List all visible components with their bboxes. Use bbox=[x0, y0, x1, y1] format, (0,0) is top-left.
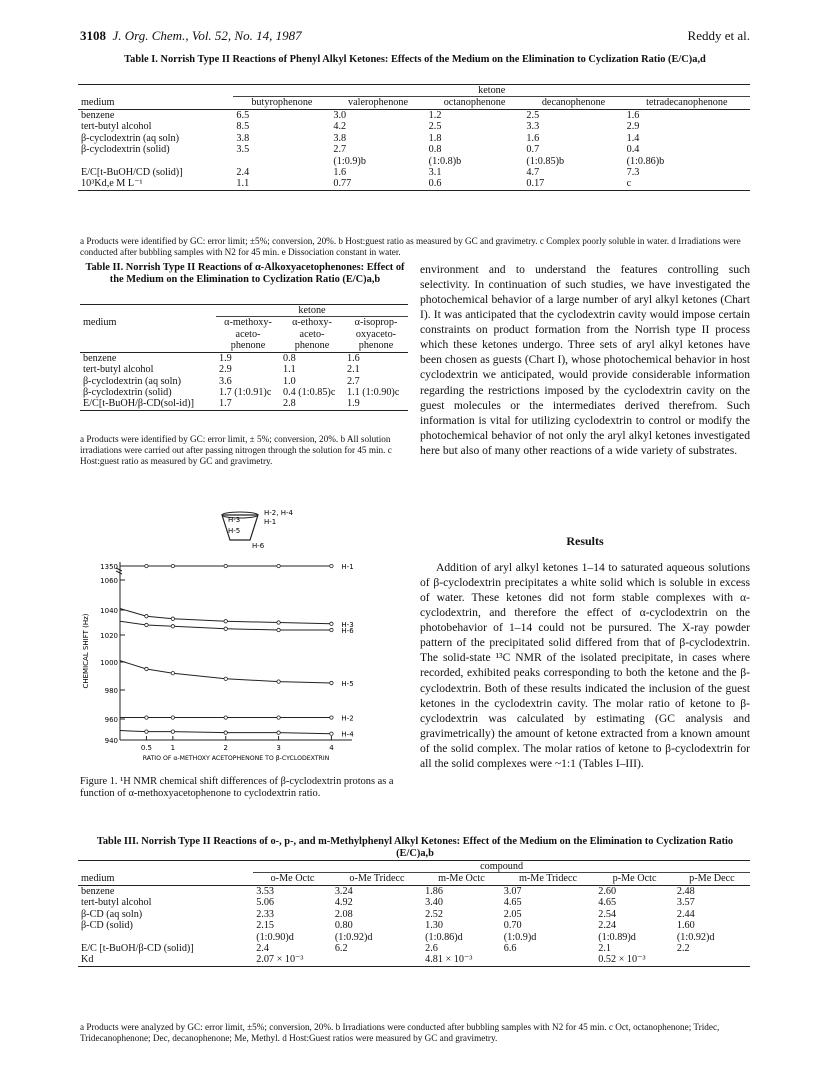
table-cell: 2.7 bbox=[347, 375, 360, 387]
data-point bbox=[145, 667, 148, 670]
table-cell: (1:0.89)d bbox=[598, 931, 636, 943]
table-cell: 3.57 bbox=[676, 897, 695, 909]
table-cell: 2.05 bbox=[503, 908, 522, 920]
table-row bbox=[80, 352, 408, 364]
table1-caption: Table I. Norrish Type II Reactions of Phenyl Alkyl Ketones: Effects of the Medium on the Elimination to Cyclization Ratio (E/C)a,d bbox=[124, 54, 706, 65]
table-cell: 1.6 bbox=[333, 166, 347, 178]
table-cell: (1:0.85)b bbox=[526, 155, 565, 167]
results-heading: Results bbox=[566, 534, 604, 548]
table2-footnote: a Products were identified by GC: error limit, ± 5%; conversion, 20%. b All solution irradiations were carried out after passing nitrogen through the solution for 45 min. c Host:guest ratio as measured by GC and gravimetry. bbox=[80, 434, 392, 467]
row-label: E/C [t-BuOH/β-CD (solid)] bbox=[81, 942, 194, 954]
table-cell: c bbox=[624, 178, 750, 190]
column-header: decanophenone bbox=[523, 97, 623, 109]
table-row bbox=[78, 943, 750, 954]
table-cell: 1.30 bbox=[425, 920, 443, 932]
row-label bbox=[78, 932, 253, 943]
table-cell: 2.8 bbox=[280, 398, 344, 410]
table-row bbox=[78, 156, 750, 167]
data-point bbox=[330, 622, 333, 625]
axis-break-mark bbox=[116, 568, 122, 574]
y-tick-label: 1040 bbox=[100, 607, 118, 615]
column-header: α-methoxy-aceto-phenone bbox=[216, 317, 280, 352]
table-cell: 0.17 bbox=[523, 178, 623, 190]
data-point bbox=[145, 615, 148, 618]
table-cell: 3.24 bbox=[334, 885, 353, 897]
table-cell: 2.9 bbox=[626, 121, 640, 133]
results-paragraph: Addition of aryl alkyl ketones 1–14 to saturated aqueous solutions of β-cyclodextrin precipitates a white solid which is soluble in excess of water. These ketones did not form stable complexes with α-cyclodextrin, and therefore the effect of α-cyclodextrin on the photobehavior of 1–14 could not be pursured. The X-ray powder pattern of the precipitated solid differed from that of β-cyclodextrin. The solid-state ¹³C NMR of the isolated precipitate, in cases where recorded, exhibited peaks corresponding to both the ketone and the β-cyclodextrin. Both of these results indicated the inclusion of the guest ketones in the cyclodextrin cavity. The molar ratio of ketone to β-cyclodextrin was calculated by estimating (GC analysis and gravimetrically) the amount of ketone extracted from a known amount of the solid complex. The molar ratios of ketone to β-cyclodextrin for all the solid complexes were ~1:1 (Tables I–III). bbox=[420, 561, 750, 770]
inset-label-h3: H-3 bbox=[228, 516, 241, 524]
corner-cell bbox=[78, 861, 253, 873]
journal-citation: J. Org. Chem., Vol. 52, No. 14, 1987 bbox=[112, 28, 302, 43]
table-cell: (1:0.92)d bbox=[676, 931, 715, 943]
table-row bbox=[78, 121, 750, 132]
y-tick-label: 940 bbox=[104, 737, 118, 745]
table-cell: 0.4 (1:0.85)c bbox=[283, 386, 336, 398]
table-cell: 4.2 bbox=[333, 121, 347, 133]
table-cell: 2.4 bbox=[256, 942, 269, 954]
column-header: o-Me Octc bbox=[253, 873, 332, 885]
data-point bbox=[224, 620, 227, 623]
table-cell: 2.5 bbox=[526, 109, 540, 121]
data-point bbox=[330, 716, 333, 719]
table-cell: 2.2 bbox=[676, 942, 690, 954]
data-point bbox=[171, 625, 174, 628]
column-header: m-Me Octc bbox=[422, 873, 501, 885]
table-cell: 3.8 bbox=[236, 132, 250, 144]
table-cell: 2.5 bbox=[428, 121, 442, 133]
column-header: octanophenone bbox=[426, 97, 524, 109]
y-axis-label: CHEMICAL SHIFT (Hz) bbox=[82, 613, 90, 689]
table-cell: 4.65 bbox=[503, 897, 522, 909]
column-group-header: compound bbox=[253, 861, 750, 873]
column-header: butyrophenone bbox=[233, 97, 330, 109]
table-cell: (1:0.86)b bbox=[626, 155, 665, 167]
corner-cell bbox=[78, 85, 233, 97]
table-cell: 3.53 bbox=[256, 885, 275, 897]
row-label: E/C[t-BuOH/β-CD(sol-id)] bbox=[80, 398, 216, 410]
data-point bbox=[277, 621, 280, 624]
table-cell: (1:0.90)d bbox=[256, 931, 294, 943]
table-cell: 0.4 bbox=[626, 144, 640, 156]
data-point bbox=[277, 731, 280, 734]
table-row bbox=[78, 133, 750, 144]
series-label: H-4 bbox=[341, 730, 354, 739]
table-row bbox=[78, 932, 750, 943]
table-cell: 2.6 bbox=[425, 942, 438, 954]
inset-label-h6: H-6 bbox=[252, 542, 265, 550]
table-cell: 1.1 (1:0.90)c bbox=[347, 386, 400, 398]
table-cell: 2.4 bbox=[236, 166, 250, 178]
data-point bbox=[224, 677, 227, 680]
y-tick-label: 960 bbox=[104, 716, 118, 724]
data-point bbox=[277, 628, 280, 631]
data-point bbox=[330, 564, 333, 567]
x-tick-label: 3 bbox=[276, 744, 281, 752]
table-cell: 2.7 bbox=[333, 144, 347, 156]
table-cell: 2.54 bbox=[598, 908, 617, 920]
column-header: p-Me Decc bbox=[674, 873, 750, 885]
table-cell: 4.81 × 10⁻³ bbox=[422, 954, 501, 966]
table-cell: 1.7 bbox=[216, 398, 280, 410]
table-row bbox=[80, 398, 408, 410]
data-point bbox=[224, 731, 227, 734]
row-label: β-cyclodextrin (aq soln) bbox=[81, 132, 179, 144]
table-cell: 3.40 bbox=[425, 897, 443, 909]
figure1-caption: Figure 1. ¹H NMR chemical shift differences of β-cyclodextrin protons as a function of α-methoxyacetophenone to cyclodextrin ratio. bbox=[80, 776, 394, 800]
row-label: β-cyclodextrin (solid) bbox=[81, 144, 170, 156]
row-label: 10³Kd,e M L⁻¹ bbox=[78, 178, 233, 190]
column-header: m-Me Tridecc bbox=[501, 873, 595, 885]
table-cell: 2.1 bbox=[347, 364, 360, 376]
row-label: benzene bbox=[81, 109, 115, 121]
table-row bbox=[80, 364, 408, 375]
column-header: o-Me Tridecc bbox=[332, 873, 422, 885]
row-label: β-CD (solid) bbox=[81, 920, 133, 932]
table-cell: 1.9 bbox=[219, 352, 232, 364]
column-header: α-isoprop-oxyaceto-phenone bbox=[344, 317, 408, 352]
table-cell: 2.33 bbox=[256, 908, 275, 920]
data-point bbox=[277, 680, 280, 683]
x-tick-label: 0.5 bbox=[140, 744, 152, 752]
y-tick-label: 1020 bbox=[100, 632, 118, 640]
table-cell: 1.0 bbox=[283, 375, 296, 387]
table-cell bbox=[332, 954, 422, 966]
table-cell: 3.5 bbox=[236, 144, 250, 156]
column-header: α-ethoxy-aceto-phenone bbox=[280, 317, 344, 352]
medium-header: medium bbox=[78, 97, 233, 109]
column-header: p-Me Octc bbox=[595, 873, 674, 885]
data-point bbox=[224, 716, 227, 719]
corner-cell bbox=[80, 305, 216, 317]
table-cell: 4.7 bbox=[526, 166, 540, 178]
table-cell: 3.0 bbox=[333, 109, 347, 121]
data-point bbox=[171, 672, 174, 675]
table-cell: 0.7 bbox=[526, 144, 540, 156]
table-cell: 0.6 bbox=[426, 178, 524, 190]
series-label: H-5 bbox=[341, 680, 354, 688]
table-cell: 0.8 bbox=[283, 352, 296, 364]
column-group-header: ketone bbox=[233, 85, 750, 97]
medium-header: medium bbox=[78, 873, 253, 885]
series-label: H-6 bbox=[341, 627, 354, 635]
table-cell: 2.9 bbox=[219, 364, 232, 376]
column-group-header: ketone bbox=[216, 305, 408, 317]
medium-header: medium bbox=[80, 317, 216, 352]
row-label: tert-butyl alcohol bbox=[83, 364, 154, 376]
column-header: valerophenone bbox=[330, 97, 425, 109]
table-cell: 1.7 (1:0.91)c bbox=[219, 386, 272, 398]
table-cell bbox=[674, 954, 750, 966]
table2 bbox=[80, 304, 408, 411]
data-point bbox=[145, 623, 148, 626]
column-header: tetradecanophenone bbox=[624, 97, 750, 109]
intro-paragraph: environment and to understand the features controlling such selectivity. In continuation of such studies, we have investigated the photochemical behavior of a large number of aryl alkyl ketones (Chart I). It was anticipated that the cyclodextrin cavity would impose certain constraints on product formation from the Norrish type II process which these ketones undergo. Three sets of aryl alkyl ketones have been chosen as guests (Chart I), whose photochemical behavior in host cyclodextrin we anticipated, would provide considerable information regarding the restrictions imposed by the cyclodextrin cavity on the guest molecules or the intermediates derived therefrom. Such information is vital for utilizing cyclodextrin to control or modify the photochemical behavior of not only the aryl alkyl ketones investigated here but also of many other reactions of a wide variety of substrates. bbox=[420, 263, 750, 457]
table-cell: 6.6 bbox=[503, 942, 517, 954]
y-tick-label: 1350 bbox=[100, 563, 118, 571]
data-point bbox=[224, 564, 227, 567]
table-cell bbox=[501, 954, 595, 966]
table-cell: 2.1 bbox=[598, 942, 611, 954]
row-label: β-cyclodextrin (aq soln) bbox=[83, 375, 181, 387]
data-point bbox=[145, 730, 148, 733]
table3 bbox=[78, 860, 750, 967]
table3-caption: Table III. Norrish Type II Reactions of o-, p-, and m-Methylphenyl Alkyl Ketones: Effect of the Medium on the Elimination to Cyclization Ratio (E/C)a,b bbox=[96, 836, 734, 859]
table-row bbox=[80, 376, 408, 387]
table-cell: 4.65 bbox=[598, 897, 617, 909]
table-cell: 1.2 bbox=[428, 109, 442, 121]
table-row bbox=[78, 144, 750, 155]
series-label: H-1 bbox=[341, 563, 354, 572]
table-cell: 6.5 bbox=[236, 109, 250, 121]
table-cell: 2.52 bbox=[425, 908, 443, 920]
figure1-plot-area bbox=[82, 562, 354, 762]
row-label: benzene bbox=[81, 885, 115, 897]
row-label: β-cyclodextrin (solid) bbox=[83, 386, 172, 398]
row-label: Kd bbox=[78, 954, 253, 966]
inset-label-h1: H-1 bbox=[264, 518, 277, 526]
data-point bbox=[224, 627, 227, 630]
table-row bbox=[78, 920, 750, 931]
x-tick-label: 1 bbox=[170, 744, 176, 752]
table-cell: 2.24 bbox=[598, 920, 617, 932]
series-label: H-2 bbox=[341, 714, 354, 723]
running-header-left bbox=[80, 28, 302, 44]
running-header-authors: Reddy et al. bbox=[687, 28, 750, 43]
y-tick-label: 980 bbox=[104, 687, 118, 695]
table-row bbox=[80, 387, 408, 398]
table-cell: 1.86 bbox=[425, 885, 443, 897]
table-cell: 1.60 bbox=[676, 920, 695, 932]
table-cell: 3.1 bbox=[428, 166, 442, 178]
data-point bbox=[145, 564, 148, 567]
table-cell: 1.8 bbox=[428, 132, 442, 144]
data-point bbox=[171, 564, 174, 567]
table-cell: 3.8 bbox=[333, 132, 347, 144]
table-cell: 2.60 bbox=[598, 885, 617, 897]
inset-label-h2h4: H-2, H-4 bbox=[264, 509, 293, 517]
table-cell: 0.52 × 10⁻³ bbox=[595, 954, 674, 966]
series-label: H-3 bbox=[341, 620, 354, 629]
table-cell: 0.80 bbox=[334, 920, 353, 932]
table-row bbox=[78, 954, 750, 966]
table-cell: 7.3 bbox=[626, 166, 640, 178]
y-tick-label: 1060 bbox=[100, 577, 118, 585]
table-row bbox=[78, 167, 750, 178]
table-row bbox=[78, 897, 750, 908]
table-cell: 1.4 bbox=[626, 132, 640, 144]
table-row bbox=[78, 885, 750, 897]
row-label: tert-butyl alcohol bbox=[81, 121, 152, 133]
table-cell: 1.6 bbox=[526, 132, 540, 144]
table-cell: 2.07 × 10⁻³ bbox=[253, 954, 332, 966]
table-cell: 1.6 bbox=[626, 109, 640, 121]
table-cell: 1.1 bbox=[283, 364, 296, 376]
table-cell: 5.06 bbox=[256, 897, 275, 909]
data-point bbox=[277, 716, 280, 719]
table-cell: 6.2 bbox=[334, 942, 348, 954]
table1-footnote: a Products were identified by GC: error limit; ±5%; conversion, 20%. b Host:guest ratio as measured by GC and gravimetry. c Complex poorly soluble in water. d Irradiations were conducted after bubbling samples with N2 for 45 min. e Dissociation constant in water. bbox=[80, 236, 741, 258]
data-point bbox=[171, 730, 174, 733]
table-cell: 2.48 bbox=[676, 885, 695, 897]
row-label: tert-butyl alcohol bbox=[81, 897, 152, 909]
table-cell: (1:0.8)b bbox=[428, 155, 462, 167]
data-point bbox=[330, 681, 333, 684]
table-cell: (1:0.9)d bbox=[503, 931, 537, 943]
table-row bbox=[78, 178, 750, 190]
table-cell: 0.77 bbox=[330, 178, 425, 190]
page-number: 3108 bbox=[80, 28, 106, 43]
row-label: E/C[t-BuOH/CD (solid)] bbox=[81, 166, 183, 178]
data-point bbox=[330, 732, 333, 735]
table-cell bbox=[233, 156, 330, 167]
y-tick-label: 1000 bbox=[100, 659, 118, 667]
table3-footnote: a Products were analyzed by GC: error limit, ±5%; conversion, 20%. b Irradiations were conducted after bubbling samples with N2 for 45 min. c Oct, octanophenone; Tridec, Tridecanophenone; Dec, decanophenone; Me, Methyl. d Host:Guest ratios were measured by GC and gravimetry. bbox=[80, 1022, 720, 1044]
figure1-inset bbox=[222, 509, 293, 550]
inset-label-h5: H-5 bbox=[228, 527, 241, 535]
table-cell: 3.6 bbox=[219, 375, 232, 387]
table-cell: 3.07 bbox=[503, 885, 522, 897]
table-row bbox=[78, 909, 750, 920]
table-cell: (1:0.86)d bbox=[425, 931, 463, 943]
table-cell: 4.92 bbox=[334, 897, 353, 909]
table-cell: 8.5 bbox=[236, 121, 250, 133]
table1 bbox=[78, 84, 750, 191]
table-cell: 2.15 bbox=[256, 920, 275, 932]
data-point bbox=[330, 628, 333, 631]
table-row bbox=[78, 109, 750, 121]
figure1-chart bbox=[80, 500, 410, 772]
table-cell: (1:0.92)d bbox=[334, 931, 373, 943]
table2-caption: Table II. Norrish Type II Reactions of α-Alkoxyacetophenones: Effect of the Medium on the Elimination to Cyclization Ratio (E/C)a,b bbox=[85, 262, 405, 285]
table-cell: 1.9 bbox=[344, 398, 408, 410]
x-tick-label: 2 bbox=[223, 744, 228, 752]
x-tick-label: 4 bbox=[329, 744, 334, 752]
data-point bbox=[171, 617, 174, 620]
table-cell: 1.6 bbox=[347, 352, 360, 364]
row-label: benzene bbox=[83, 352, 117, 364]
row-label: β-CD (aq soln) bbox=[81, 908, 143, 920]
data-point bbox=[277, 564, 280, 567]
row-label bbox=[78, 156, 233, 167]
x-axis-label: RATIO OF α-METHOXY ACETOPHENONE TO β-CYCLODEXTRIN bbox=[142, 755, 330, 762]
table-cell: 1.1 bbox=[233, 178, 330, 190]
data-point bbox=[145, 716, 148, 719]
table-cell: 0.70 bbox=[503, 920, 522, 932]
table-cell: (1:0.9)b bbox=[333, 155, 366, 167]
table-cell: 0.8 bbox=[428, 144, 442, 156]
table-cell: 2.44 bbox=[676, 908, 695, 920]
table-cell: 2.08 bbox=[334, 908, 353, 920]
data-point bbox=[171, 716, 174, 719]
table-cell: 3.3 bbox=[526, 121, 540, 133]
